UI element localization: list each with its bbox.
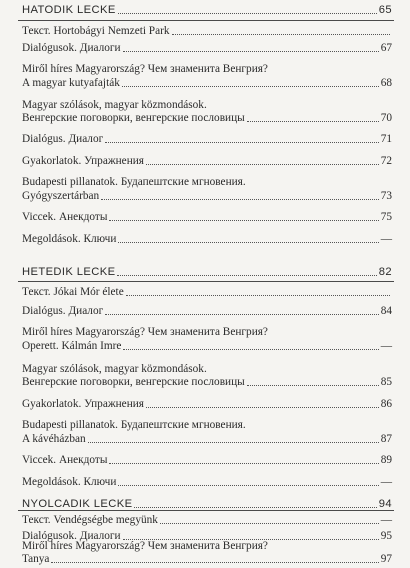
section-divider [18,281,394,282]
page-number: 94 [378,498,392,510]
page-number: 70 [380,112,392,124]
entry-subtitle: Венгерские поговорки, венгерские пословицы [22,112,245,124]
toc-entry [22,233,392,246]
toc-entry [22,553,392,566]
page-number: — [380,476,392,488]
page-number: 86 [380,398,392,410]
dot-leader [247,385,379,386]
dot-leader [122,86,379,87]
entry-title: Miről híres Magyarország? Чем знаменита Венгрия? [22,326,268,338]
dot-leader [118,485,378,486]
toc-entry [22,112,392,125]
section-divider [18,20,394,21]
page-number: 65 [378,4,392,16]
page-number: 95 [380,530,392,542]
entry-subtitle: Tanya [22,553,50,565]
page-number: 85 [380,376,392,388]
dot-leader [146,164,379,165]
toc-entry [22,77,392,90]
entry-title: Magyar szólások, magyar közmondások. [22,363,207,375]
toc-entry [22,305,392,318]
entry-title: Dialógusok. Диалоги [22,42,121,54]
page-number: 89 [380,454,392,466]
toc-entry [22,286,392,299]
entry-title: Текст. Hortobágyi Nemzeti Park [22,25,170,37]
dot-leader [101,199,379,200]
dot-leader [146,407,379,408]
section-heading [22,266,392,279]
toc-entry [22,42,392,55]
entry-subtitle: Gyógyszertárban [22,190,100,202]
toc-entry [22,133,392,146]
dot-leader [160,523,379,524]
entry-subtitle: Operett. Kálmán Imre [22,340,122,352]
section-title: HATODIK LECKE [22,4,116,16]
page-number: 87 [380,433,392,445]
page-number: 72 [380,155,392,167]
toc-entry [22,476,392,489]
page-number: 82 [378,266,392,278]
dot-leader [109,463,378,464]
dot-leader [118,13,377,14]
entry-title: Dialógus. Диалог [22,133,104,145]
entry-title: Miről híres Magyarország? Чем знаменита Венгрия? [22,540,268,552]
toc-entry [22,211,392,224]
entry-title: Текст. Vendégségbe megyünk [22,514,158,526]
page-number: 84 [380,305,392,317]
page-number: 67 [380,42,392,54]
toc-entry [22,340,392,353]
toc-entry [22,514,392,527]
dot-leader [118,242,378,243]
entry-title: Dialógusok. Диалоги [22,530,121,542]
page-number: 97 [380,553,392,565]
dot-leader [247,121,379,122]
page-number: 73 [380,190,392,202]
entry-title: Viccek. Анекдоты [22,211,108,223]
page-number: — [380,233,392,245]
entry-subtitle: A kávéházban [22,433,86,445]
dot-leader [126,295,390,296]
toc-entry [22,25,392,38]
entry-title: Текст. Jókai Mór élete [22,286,124,298]
entry-title: Viccek. Анекдоты [22,454,108,466]
page-number: — [380,340,392,352]
page-number: 68 [380,77,392,89]
dot-leader [117,275,376,276]
toc-entry [22,454,392,467]
entry-title: Gyakorlatok. Упражнения [22,398,144,410]
dot-leader [123,349,378,350]
toc-entry [22,398,392,411]
entry-title: Budapesti pillanatok. Будапештские мгновения. [22,419,246,431]
dot-leader [123,51,379,52]
entry-subtitle: Венгерские поговорки, венгерские пословицы [22,376,245,388]
toc-entry [22,376,392,389]
entry-subtitle: A magyar kutyafajták [22,77,120,89]
entry-title: Miről híres Magyarország? Чем знаменита Венгрия? [22,63,268,75]
page-number: 75 [380,211,392,223]
section-heading [22,4,392,17]
dot-leader [105,314,378,315]
toc-entry [22,155,392,168]
section-title: NYOLCADIK LECKE [22,498,133,510]
dot-leader [134,507,376,508]
dot-leader [105,142,378,143]
toc-entry [22,190,392,203]
entry-title: Magyar szólások, magyar közmondások. [22,99,207,111]
toc-entry [22,433,392,446]
section-title: HETEDIK LECKE [22,266,116,278]
dot-leader [172,34,390,35]
entry-title: Gyakorlatok. Упражнения [22,155,144,167]
page-number: 71 [380,133,392,145]
section-divider [18,510,394,511]
entry-title: Megoldások. Ключи [22,476,117,488]
dot-leader [88,442,379,443]
dot-leader [51,562,378,563]
entry-title: Dialógus. Диалог [22,305,104,317]
entry-title: Budapesti pillanatok. Будапештские мгновения. [22,176,246,188]
dot-leader [109,220,378,221]
page-number: — [380,514,392,526]
entry-title: Megoldások. Ключи [22,233,117,245]
